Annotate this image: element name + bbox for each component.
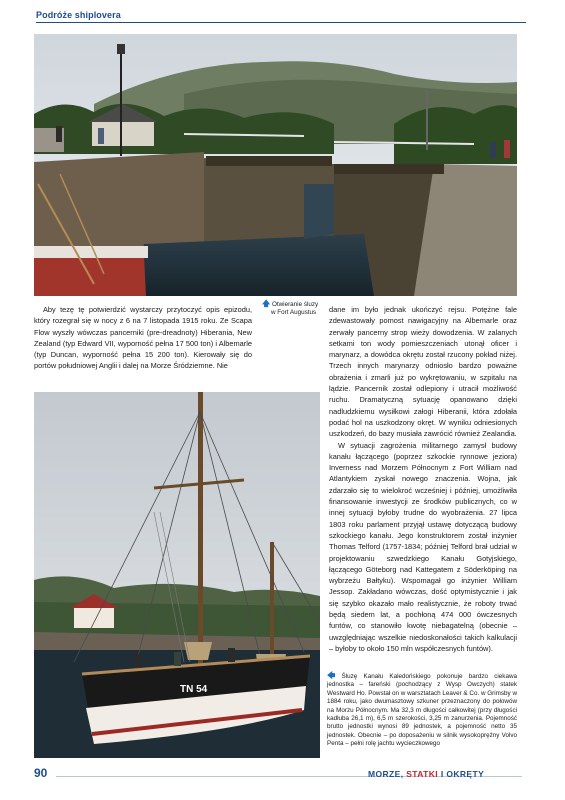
caption-ship [327,672,517,749]
left-column-text [34,304,252,372]
section-header: Podróże shiplovera [36,10,121,20]
caption-locks-line2: w Fort Augustus [271,309,317,317]
right-paragraph-1: dane im było jednak ukończyć rejsu. Potężne fale zdewastowały pomost nawigacyjny na Albemarle oraz zerwały pancerny strop wieży dowodzenia. W zalanych setkami ton wody pomieszczeniach utonął oficer i marynarz, a dowódca okrętu został rzucony pokład niżej. Trzech innych marynarzy odniosło bardzo poważne obrażenia i zmarli już po wykrętowaniu, w szpitalu na lądzie. Pancernik został odlepiony i utracił możliwość ruchu. Dramatyczną sytuację opanowano dzięki nadludzkiemu wysiłkowi załogi Hiberanii, która zdołała podać hol na uszkodzony okręt. W wyniku odniesionych uszkodzeń, do bazy musiała zawrócić również Zealandia. [329,305,517,439]
page-number: 90 [34,766,48,780]
magazine-title-part3: I OKRĘTY [438,769,485,779]
photo-locks-image [34,34,517,296]
photo-ship [34,392,320,758]
arrow-up-icon: 🡅 [262,299,271,308]
left-paragraph: Aby tezę tę potwierdzić wystarczy przytoczyć opis epizodu, który rozegrał się w nocy z 6 na 7 listopada 1915 roku. Ze Scapa Flow wyszły wówczas pancerniki (pre-dreadnoty) Hiberania, New Zealand (typ Edward VII, wyporność pełna 17 500 ton) i Albemarle (typ Duncan, wyporność pełna 15 200 ton). Kierowały się do portów południowej Anglii i dalej na Morze Śródziemne. Nie [34,305,252,371]
caption-locks [262,300,326,318]
magazine-title-part2: STATKI [406,769,439,779]
right-column-text [329,304,517,654]
header-rule [36,22,526,23]
magazine-title-part1: MORZE, [368,769,407,779]
caption-locks-line1: Otwieranie śluzy [271,301,319,308]
caption-ship-text: Śluzę Kanału Kaledońskiego pokonuje bardzo ciekawa jednostka – fareński (pochodzący z Wysp Owczych) statek Westward Ho. Powstał on w warsztatach Leaver & Co. w Grimsby w 1884 roku, jako dwumasztowy szkuner przeznaczony do połowów na Morzu Północnym. Ma 32,3 m długości całkowitej (przy długości kadłuba 26,1 m), 6,5 m szerokości, 3,25 m zanurzenia. Pojemność brutto jednostki wynosi 89 jednostek, a pojemność netto 35 jednostek. Obecnie – po doposażeniu w silnik wysokoprężny Volvo Penta – pełni rolę jachtu wycieczkowego [327,673,517,748]
hull-number: TN 54 [180,684,208,695]
right-paragraph-2: W sytuacji zagrożenia militarnego zamysł budowy kanału łączącego (poprzez szkockie rynnowe jeziora) Inverness nad Morzem Północnym z Fort William nad Atlantykiem zyskał nowego znaczenia. Wojna, jak zdarzało się to wielokroć wcześniej i później, umożliwiła finansowanie inwestycji ze środków publicznych, co w innej sytuacji byłoby trudne do wyobrażenia. 27 lipca 1803 roku parlament przyjął ustawę dotyczącą budowy szkockiego kanału. Jego konstruktorem został inżynier Thomas Telford (1757-1834; później Telford brał udział w projektowaniu szwedzkiego Kanału Gotyjskiego, łączącego Göteborg nad Kattegatem z Söderköping na wybrzeżu Bałtyku). Wspomagał go inżynier William Jessop. Zakładano wówczas, dość optymistycznie i jak się szybko okazało mało realistycznie, że roboty trwać będą siedem lat, a pochłoną 474 000 ówczesnych funtów, co stanowiło kwotę niebagatelną (obecnie – uwzględniając wszelkie niedoskonałości takich kalkulacji – byłoby to około 150 mln współczesnych funtów). [329,440,517,653]
magazine-title [368,769,484,779]
photo-ship-image [34,392,320,758]
photo-locks [34,34,517,296]
arrow-left-icon: 🡄 [327,671,336,680]
